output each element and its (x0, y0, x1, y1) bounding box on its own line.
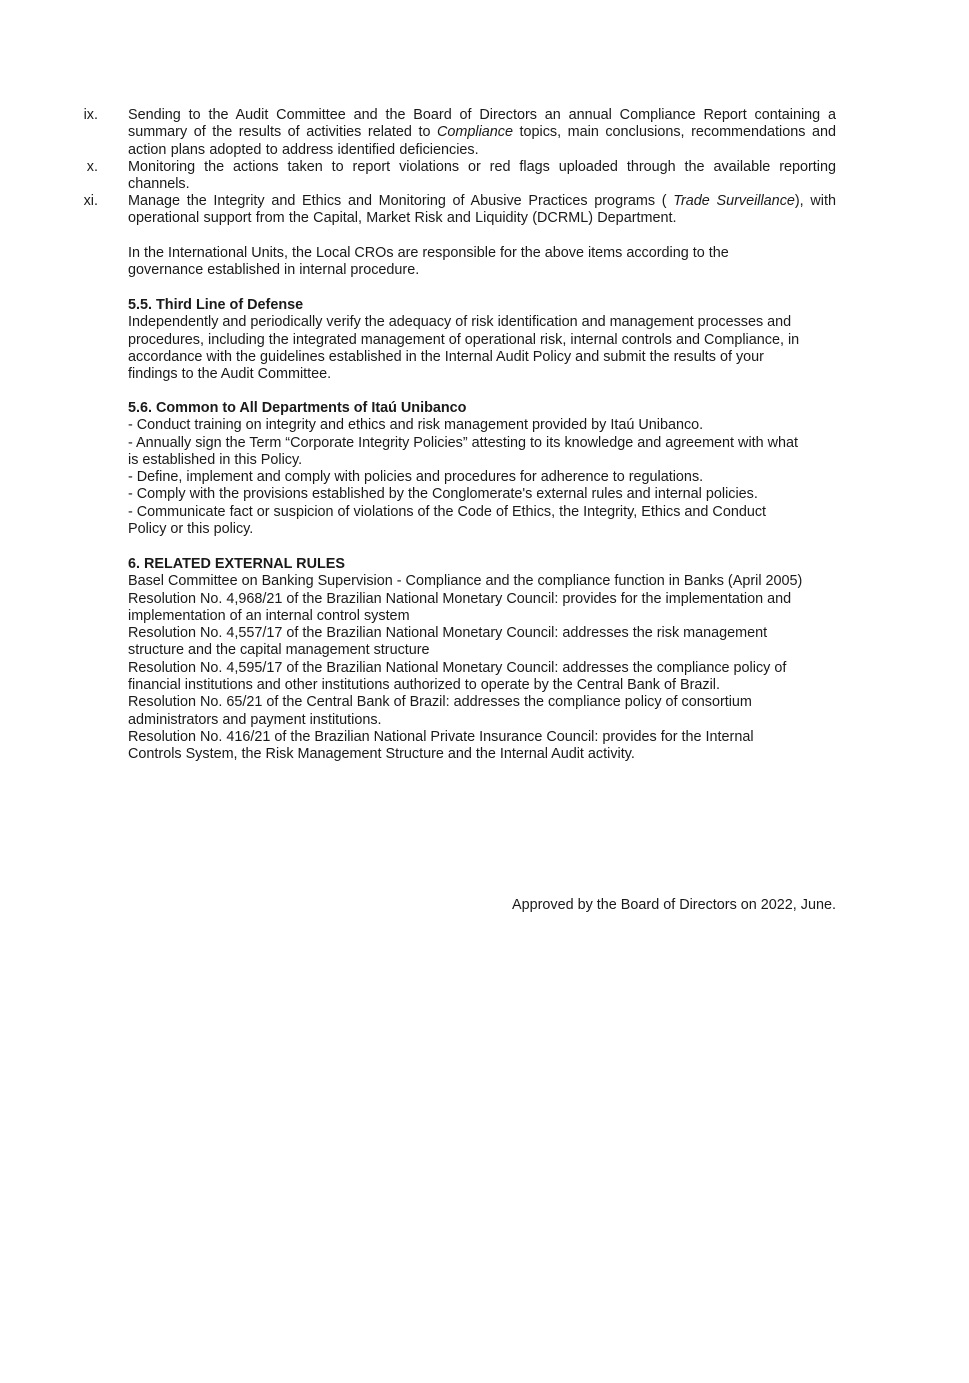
section-heading: 5.6. Common to All Departments of Itaú Unibanco (128, 400, 467, 416)
section-heading: 5.5. Third Line of Defense (128, 297, 304, 313)
list-numeral: ix. (83, 107, 98, 123)
emphasis-trade-surveillance: Trade Surveillance (673, 193, 795, 209)
section-6-related-external-rules: 6. RELATED EXTERNAL RULES Basel Committee on Banking Supervision - Compliance and the compliance function in Banks (April 2005) Resolution No. 4,968/21 of the Brazilian National Monetary Council: provides for the implementation and implementation of an internal control system Resolution No. 4,557/17 of the Brazilian National Monetary Council: addresses the risk management structure and the capital management structure Resolution No. 4,595/17 of the Brazilian National Monetary Council: addresses the compliance policy of financial institutions and other institutions authorized to operate by the Central Bank of Brazil. Resolution No. 65/21 of the Central Bank of Brazil: addresses the compliance policy of consortium administrators and payment institutions. Resolution No. 416/21 of the Brazilian National Private Insurance Council: provides for the Internal Controls System, the Risk Management Structure and the Internal Audit activity. (128, 556, 838, 764)
section-5-5: 5.5. Third Line of Defense Independently and periodically verify the adequacy of risk identification and management processes and procedures, including the integrated management of operational risk, internal controls and Compliance, in accordance with the guidelines established in the Internal Audit Policy and submit the results of your findings to the Audit Committee. (128, 297, 838, 383)
approval-statement: Approved by the Board of Directors on 2022, June. (512, 897, 836, 913)
section-5-6: 5.6. Common to All Departments of Itaú Unibanco - Conduct training on integrity and ethics and risk management provided by Itaú Unibanco. - Annually sign the Term “Corporate Integrity Policies” attesting to its knowledge and agreement with what is established in this Policy. - Define, implement and comply with policies and procedures for adherence to regulations. - Comply with the provisions established by the Conglomerate's external rules and internal policies. - Communicate fact or suspicion of violations of the Code of Ethics, the Integrity, Ethics and Conduct Policy or this policy. (128, 400, 838, 538)
list-item-text: Sending to the Audit Committee and the Board of Directors an annual Compliance Report containing a summary of the results of activities related to Compliance topics, main conclusions, recommendations and action plans adopted to address identified deficiencies. (128, 107, 836, 158)
list-item-text: Monitoring the actions taken to report violations or red flags uploaded through the available reporting channels. (128, 159, 836, 193)
list-item-text: Manage the Integrity and Ethics and Monitoring of Abusive Practices programs ( Trade Surveillance), with operational support from the Capital, Market Risk and Liquidity (DCRML) Department. (128, 193, 836, 227)
list-numeral: x. (86, 159, 98, 175)
international-units-paragraph: In the International Units, the Local CROs are responsible for the above items according to the governance established in internal procedure. (128, 245, 729, 279)
list-numeral: xi. (83, 193, 98, 209)
emphasis-compliance: Compliance (436, 124, 513, 141)
section-heading: 6. RELATED EXTERNAL RULES (128, 556, 345, 572)
